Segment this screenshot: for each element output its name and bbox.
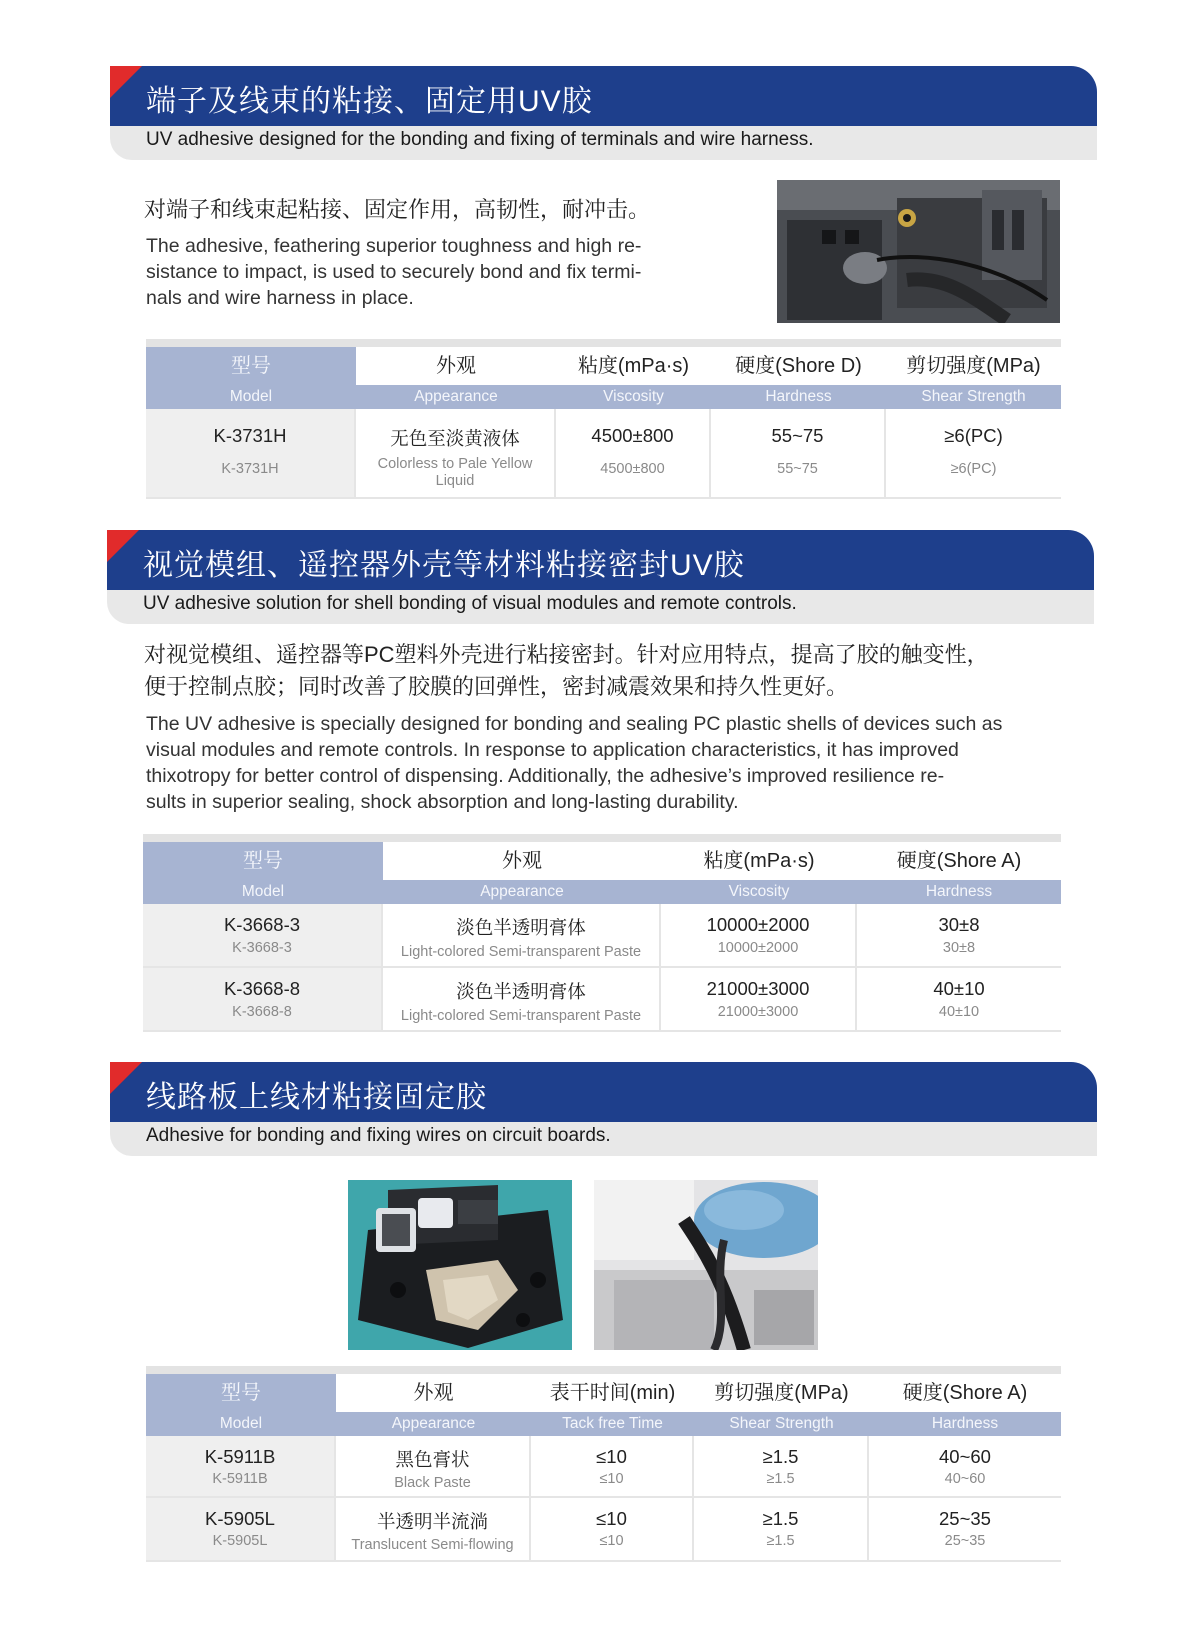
section-title: 线路板上线材粘接固定胶 <box>146 1081 487 1114</box>
cell-value: 半透明半流淌 <box>376 1511 488 1532</box>
header-cn: 剪切强度(MPa) <box>714 1382 849 1404</box>
cell-sub-value: 25~35 <box>944 1533 986 1549</box>
header-cn: 粘度(mPa·s) <box>577 355 690 377</box>
cell-sub-value: 55~75 <box>777 461 818 477</box>
table-row <box>143 904 1061 968</box>
header-en: Appearance <box>480 883 564 900</box>
desc-en-line: visual modules and remote controls. In response to application characteristics, it has improved <box>146 739 959 761</box>
cell-value: 30±8 <box>938 914 980 935</box>
desc-en-line: thixotropy for better control of dispensing. Additionally, the adhesive’s improved resilience re- <box>146 765 945 787</box>
section-1-spec-table <box>146 339 1061 501</box>
cell-appearance <box>336 1436 531 1498</box>
section-2-banner <box>107 530 1094 622</box>
cell-value: ≤10 <box>596 1446 627 1467</box>
header-en: Viscosity <box>728 883 790 900</box>
section-3-banner <box>110 1062 1097 1154</box>
cell-model <box>143 968 383 1032</box>
cell-sub-value: ≤10 <box>599 1471 624 1487</box>
cell-value: 10000±2000 <box>706 914 810 935</box>
cell-value: K-3731H <box>213 425 287 446</box>
cell-value: 55~75 <box>771 425 824 446</box>
cell-value: 黑色膏状 <box>395 1449 470 1470</box>
header-en: Hardness <box>765 388 832 405</box>
cell-shear-strength <box>886 409 1061 499</box>
desc-en-line: nals and wire harness in place. <box>146 287 414 309</box>
cell-sub-value: ≤10 <box>599 1533 624 1549</box>
cell-sub-value: K-5911B <box>212 1471 268 1487</box>
cell-model <box>146 409 356 499</box>
header-cn: 外观 <box>502 850 542 872</box>
table-row <box>146 1498 1061 1562</box>
cell-appearance <box>383 904 661 968</box>
cell-sub-value: 40±10 <box>938 1004 980 1020</box>
cell-hardness <box>857 968 1061 1032</box>
header-viscosity <box>556 347 711 409</box>
cell-sub-value: 4500±800 <box>600 461 665 477</box>
desc-cn-line: 对端子和线束起粘接、固定作用，高韧性，耐冲击。 <box>144 197 651 222</box>
table-row <box>143 968 1061 1032</box>
cell-sub-value: Light-colored Semi-transparent Paste <box>400 1008 642 1024</box>
cell-value: K-3668-8 <box>223 978 301 999</box>
cell-viscosity <box>661 968 857 1032</box>
cell-value: 21000±3000 <box>706 978 810 999</box>
header-en: Model <box>241 883 285 900</box>
desc-cn-line: 对视觉模组、遥控器等PC塑料外壳进行粘接密封。针对应用特点，提高了胶的触变性， <box>144 642 989 667</box>
section-subtitle: UV adhesive solution for shell bonding of visual modules and remote controls. <box>143 593 797 614</box>
cell-model <box>143 904 383 968</box>
cell-appearance <box>336 1498 531 1562</box>
cell-appearance <box>383 968 661 1032</box>
table-top-rule <box>146 1366 1061 1374</box>
header-en: Model <box>219 1415 263 1432</box>
cell-value: ≥1.5 <box>762 1508 799 1529</box>
header-cn: 硬度(Shore A) <box>896 850 1022 872</box>
header-appearance <box>383 842 661 904</box>
desc-en-line: sults in superior sealing, shock absorption and long-lasting durability. <box>146 791 739 813</box>
header-en: Model <box>229 388 273 405</box>
header-cn: 表干时间(min) <box>549 1382 676 1404</box>
header-cn: 硬度(Shore D) <box>735 355 862 377</box>
cell-sub-value: 21000±3000 <box>717 1004 799 1020</box>
table-top-rule <box>146 339 1061 347</box>
cell-hardness <box>869 1436 1061 1498</box>
cell-value: K-5911B <box>204 1446 276 1467</box>
cell-viscosity <box>556 409 711 499</box>
cell-value: 40±10 <box>933 978 985 999</box>
desc-cn-line: 便于控制点胶；同时改善了胶膜的回弹性，密封减震效果和持久性更好。 <box>144 674 849 699</box>
cell-hardness <box>857 904 1061 968</box>
cell-value: 4500±800 <box>591 425 674 446</box>
section-1-desc-cn <box>144 194 650 226</box>
header-hardness <box>857 842 1061 904</box>
red-corner-accent <box>110 66 142 98</box>
cell-viscosity <box>661 904 857 968</box>
header-en: Tack free Time <box>562 1415 663 1432</box>
cell-value: 淡色半透明膏体 <box>456 917 586 938</box>
section-1-banner <box>110 66 1097 158</box>
cell-value: 25~35 <box>939 1508 991 1529</box>
header-tack-free-time <box>531 1374 694 1436</box>
cell-sub-value: Colorless to Pale Yellow Liquid <box>377 456 533 489</box>
cell-value: 淡色半透明膏体 <box>456 981 586 1002</box>
header-shear-strength <box>886 347 1061 409</box>
cell-value: ≥1.5 <box>762 1446 799 1467</box>
cell-value: ≤10 <box>596 1508 627 1529</box>
cell-sub-value: 40~60 <box>944 1471 986 1487</box>
desc-en-line: The adhesive, feathering superior toughness and high re- <box>146 235 642 257</box>
section-3-spec-table <box>146 1366 1061 1566</box>
header-cn: 型号 <box>221 1382 261 1404</box>
header-model <box>143 842 383 904</box>
header-cn: 粘度(mPa·s) <box>703 850 815 872</box>
header-en: Hardness <box>931 1415 999 1432</box>
cell-sub-value: K-3668-8 <box>232 1004 292 1020</box>
cell-shear-strength <box>694 1498 869 1562</box>
section-subtitle: Adhesive for bonding and fixing wires on circuit boards. <box>146 1125 611 1146</box>
table-row <box>146 1436 1061 1498</box>
section-2-desc-cn <box>144 639 989 703</box>
table-top-rule <box>143 834 1061 842</box>
section-2-spec-table <box>143 834 1061 1034</box>
section-2-desc-en <box>146 711 1002 815</box>
cell-sub-value: ≥1.5 <box>766 1471 795 1487</box>
cell-model <box>146 1498 336 1562</box>
cell-value: 无色至淡黄液体 <box>390 428 520 449</box>
cell-sub-value: Translucent Semi-flowing <box>351 1537 514 1553</box>
header-shear-strength <box>694 1374 869 1436</box>
header-cn: 型号 <box>231 355 271 377</box>
cell-tack-free-time <box>531 1436 694 1498</box>
section-1-desc-en <box>146 233 641 311</box>
header-viscosity <box>661 842 857 904</box>
header-en: Appearance <box>391 1415 476 1432</box>
cell-value: K-5905L <box>205 1508 275 1529</box>
cell-sub-value: 30±8 <box>942 940 976 956</box>
cell-value: 40~60 <box>939 1446 991 1467</box>
header-en: Shear Strength <box>729 1415 834 1432</box>
header-hardness <box>869 1374 1061 1436</box>
circuit-board-photo <box>348 1180 572 1350</box>
header-model <box>146 1374 336 1436</box>
cell-sub-value: 10000±2000 <box>717 940 799 956</box>
header-hardness <box>711 347 886 409</box>
section-title: 视觉模组、遥控器外壳等材料粘接密封UV胶 <box>143 549 745 582</box>
cell-sub-value: ≥1.5 <box>766 1533 795 1549</box>
header-en: Viscosity <box>603 388 664 405</box>
cell-sub-value: Light-colored Semi-transparent Paste <box>400 944 642 960</box>
header-cn: 型号 <box>243 850 283 872</box>
cell-sub-value: Black Paste <box>394 1475 471 1491</box>
header-appearance <box>336 1374 531 1436</box>
terminal-wire-harness-photo <box>777 180 1060 323</box>
cell-value: K-3668-3 <box>223 914 301 935</box>
cell-hardness <box>711 409 886 499</box>
desc-en-line: sistance to impact, is used to securely bond and fix termi- <box>146 261 642 283</box>
header-cn: 外观 <box>413 1382 454 1404</box>
red-corner-accent <box>107 530 139 562</box>
header-en: Appearance <box>414 388 498 405</box>
header-en: Shear Strength <box>921 388 1026 405</box>
header-appearance <box>356 347 556 409</box>
cell-hardness <box>869 1498 1061 1562</box>
header-cn: 剪切强度(MPa) <box>906 355 1041 377</box>
header-en: Hardness <box>925 883 993 900</box>
header-model <box>146 347 356 409</box>
cell-sub-value: ≥6(PC) <box>950 461 997 477</box>
cell-appearance <box>356 409 556 499</box>
header-cn: 硬度(Shore A) <box>902 1382 1028 1404</box>
cell-shear-strength <box>694 1436 869 1498</box>
section-subtitle: UV adhesive designed for the bonding and fixing of terminals and wire harness. <box>146 129 814 150</box>
cell-model <box>146 1436 336 1498</box>
wire-dispensing-photo <box>594 1180 818 1350</box>
section-title: 端子及线束的粘接、固定用UV胶 <box>146 85 593 118</box>
cell-tack-free-time <box>531 1498 694 1562</box>
cell-sub-value: K-3668-3 <box>232 940 292 956</box>
cell-value: ≥6(PC) <box>944 425 1003 446</box>
cell-sub-value: K-3731H <box>221 461 279 477</box>
desc-en-line: The UV adhesive is specially designed for bonding and sealing PC plastic shells of devices such as <box>146 713 1003 735</box>
header-cn: 外观 <box>436 355 476 377</box>
cell-sub-value: K-5905L <box>212 1533 268 1549</box>
table-row <box>146 409 1061 499</box>
red-corner-accent <box>110 1062 142 1094</box>
